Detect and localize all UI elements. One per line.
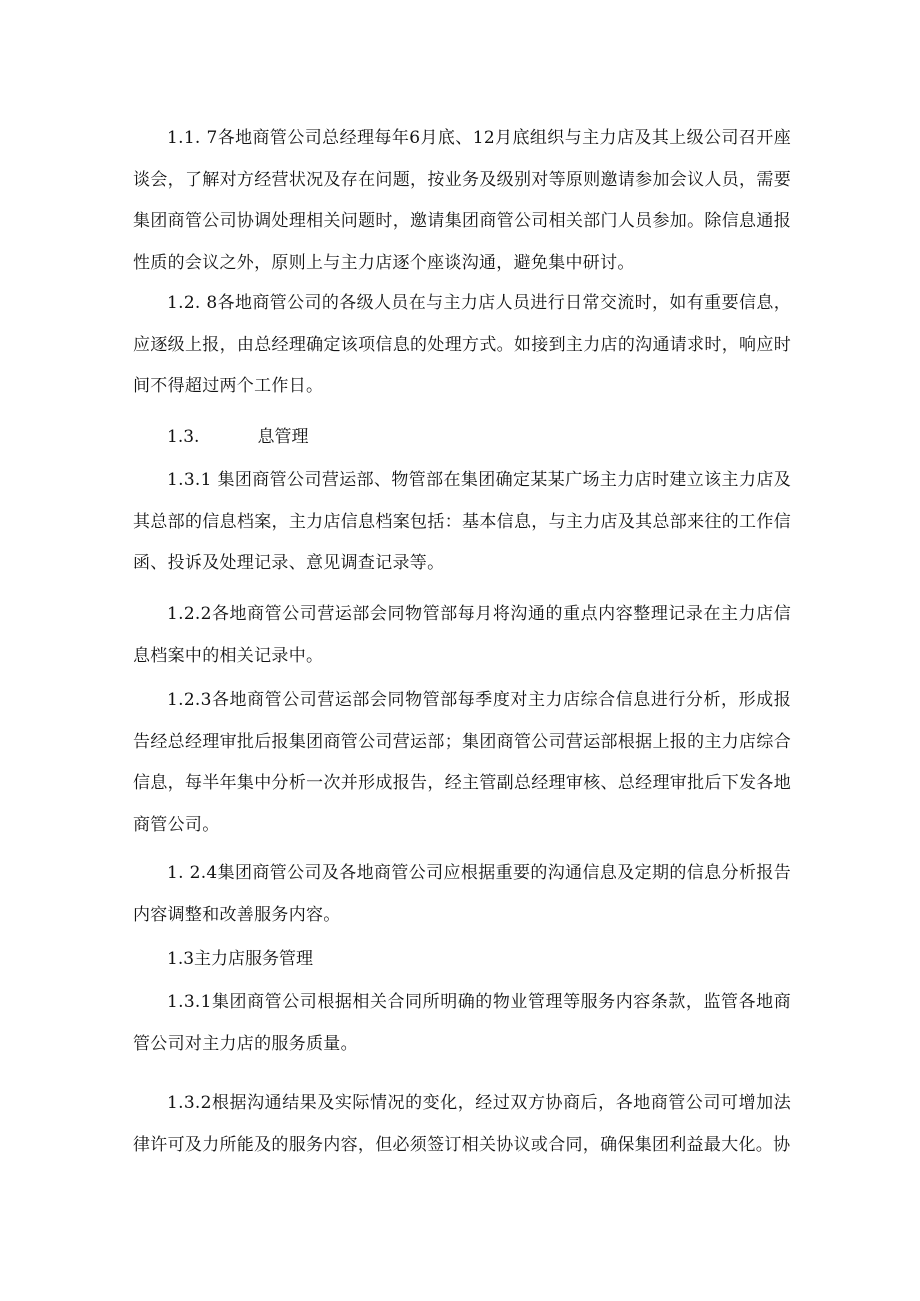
paragraph-1-3-2: 1.3.2根据沟通结果及实际情况的变化，经过双方协商后，各地商管公司可增加法律许可及力所能及的服务内容，但必须签订相关协议或合同，确保集团利益最大化。协	[133, 1093, 791, 1155]
paragraph-1-2-2: 1.2.2各地商管公司营运部会同物管部每月将沟通的重点内容整理记录在主力店信息档案中的相关记录中。	[133, 604, 791, 666]
section-heading-info-management	[167, 417, 308, 459]
section-heading-number: 1.3.	[167, 427, 200, 447]
paragraph-1-3-1-archive: 1.3.1 集团商管公司营运部、物管部在集团确定某某广场主力店时建立该主力店及其总部的信息档案，主力店信息档案包括：基本信息，与主力店及其总部来往的工作信函、投诉及处理记录、意见调查记录等。	[133, 470, 791, 573]
paragraph-1-2-8: 1.2. 8各地商管公司的各级人员在与主力店人员进行日常交流时，如有重要信息，应逐级上报，由总经理确定该项信息的处理方式。如接到主力店的沟通请求时，响应时间不得超过两个工作日。	[133, 293, 791, 396]
paragraph-1-1-7: 1.1. 7各地商管公司总经理每年6月底、12月底组织与主力店及其上级公司召开座谈会，了解对方经营状况及存在问题，按业务及级别对等原则邀请参加会议人员，需要集团商管公司协调处理相关问题时，邀请集团商管公司相关部门人员参加。除信息通报性质的会议之外，原则上与主力店逐个座谈沟通，避免集中研讨。	[133, 128, 791, 273]
paragraph-1-2-3: 1.2.3各地商管公司营运部会同物管部每季度对主力店综合信息进行分析，形成报告经总经理审批后报集团商管公司营运部；集团商管公司营运部根据上报的主力店综合信息，每半年集中分析一次并形成报告，经主管副总经理审核、总经理审批后下发各地商管公司。	[133, 690, 791, 835]
section-heading-service-management: 1.3主力店服务管理	[167, 949, 314, 969]
section-heading-title: 息管理	[257, 427, 309, 447]
paragraph-1-2-4: 1. 2.4集团商管公司及各地商管公司应根据重要的沟通信息及定期的信息分析报告内容调整和改善服务内容。	[133, 863, 791, 925]
paragraph-1-3-1-service: 1.3.1集团商管公司根据相关合同所明确的物业管理等服务内容条款，监管各地商管公司对主力店的服务质量。	[133, 992, 791, 1054]
